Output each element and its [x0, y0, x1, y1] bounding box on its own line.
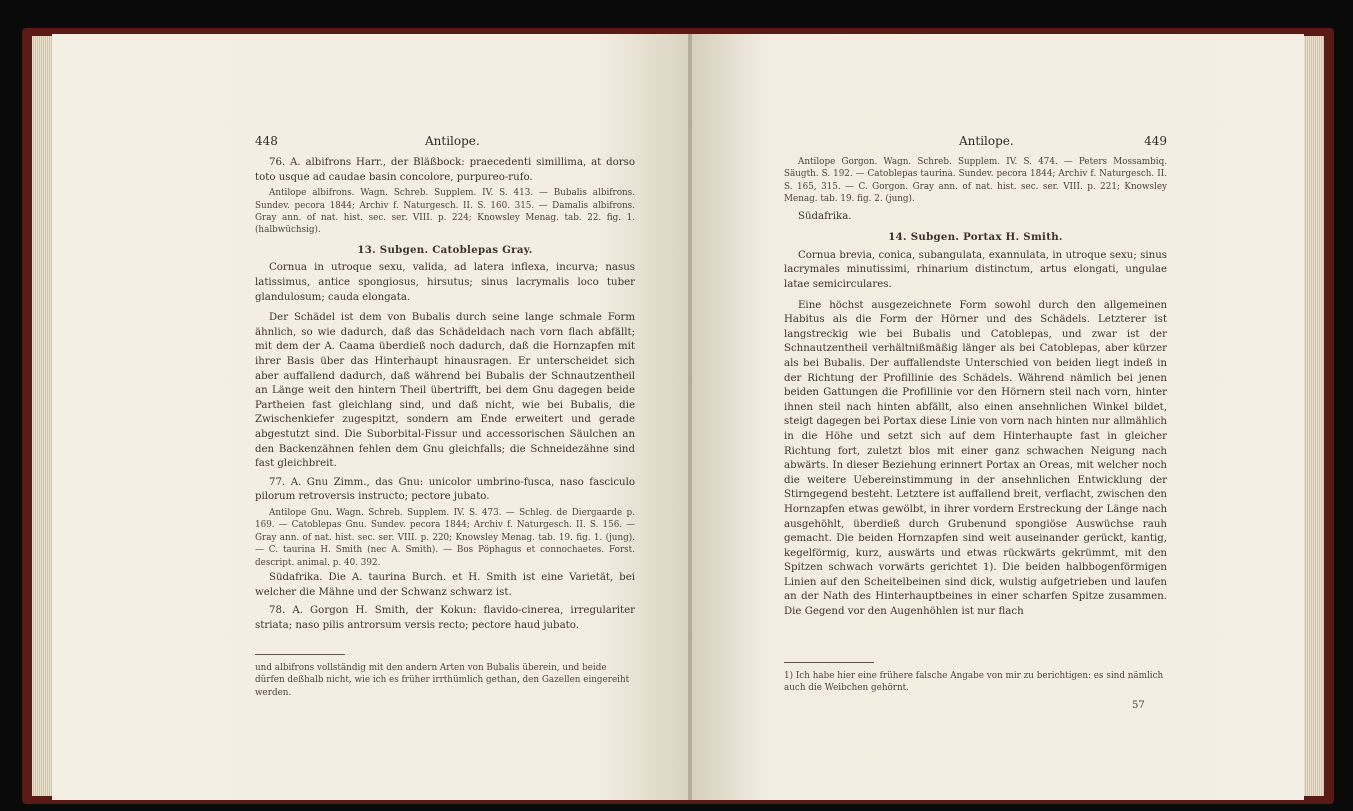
footnote-rule: [784, 662, 874, 663]
body-paragraph: Eine höchst ausgezeichnete Form sowohl durch den allgemeinen Habitus als die Form der Hörner und des Schädels. Letzterer ist langstreckig wie bei Bubalis und Catoblepas, und zwar ist der Schnautzentheil verhältnißmäßig länger als bei Catoblepas, aber kürzer als bei Bubalis. Der auffallendste Unterschied von beiden liegt indeß in der Richtung der Profillinie des Schädels. Während nämlich bei jenen beiden Gattungen die Profillinie vor den Hörnern steil nach vorn, hinter ihnen steil nach hinten abfällt, also einen ansehnlichen Winkel bildet, steigt dagegen bei Portax diese Linie von vorn nach hinten nur allmählich in die Höhe und setzt sich auf dem Hinterhaupte fast in gleicher Richtung fort, zuletzt blos mit einer ganz schwachen Neigung nach abwärts. In dieser Beziehung erinnert Portax an Oreas, mit welcher noch die weitere Uebereinstimmung in der ansehnlichen Entwicklung der Stirngegend besteht. Letztere ist auffallend breit, verflacht, zwischen den Hornzapfen etwas gewölbt, in ihrer vordern Erstreckung der Länge nach ausgehöhlt, überdieß durch Grubenund spongiöse Auswüchse rauh gemacht. Die beiden Hornzapfen sind weit auseinander gerückt, kantig, kegelförmig, kurz, auswärts und etwas rückwärts gekrümmt, mit den Spitzen schwach vorwärts gerichtet 1). Die beiden halbbogenförmigen Linien auf den Scheitelbeinen sind dick, wulstig aufgetrieben und laufen an der Nath des Hinterhauptbeines in einer scharfen Spitze zusammen. Die Gegend vor den Augenhöhlen ist nur flach: [784, 299, 1167, 618]
page-edges-right: [1302, 36, 1324, 796]
species-77-distribution: Südafrika. Die A. taurina Burch. et H. Smith ist eine Varietät, bei welcher die Mähne und der Schwanz schwarz ist.: [255, 571, 635, 598]
subgenus-13-heading: 13. Subgen. Catoblepas Gray.: [357, 243, 533, 256]
footnote: und albifrons vollständig mit den andern Arten von Bubalis überein, und beide dürfen deßhalb nicht, wie ich es früher irrthümlich gethan, den Gazellen eingereiht werden.: [255, 663, 630, 698]
right-text-column: [784, 156, 1167, 620]
right-page: [692, 34, 1304, 800]
footnote: 1) Ich habe hier eine frühere falsche Angabe von mir zu berichtigen: es sind nämlich auch die Weibchen gehörnt.: [784, 671, 1164, 694]
subgenus-14-diagnosis: Cornua brevia, conica, subangulata, exannulata, in utroque sexu; sinus lacrymales minutissimi, rhinarium distinctum, artus elongati, ungulae latae semicirculares.: [784, 249, 1167, 290]
running-head: Antilope.: [425, 134, 480, 148]
page-edges-left: [32, 36, 54, 796]
running-head: Antilope.: [959, 134, 1014, 148]
page-number: 449: [1144, 134, 1167, 148]
left-page: [52, 34, 692, 800]
species-77-synonymy: Antilope Gnu. Wagn. Schreb. Supplem. IV. S. 473. — Schleg. de Diergaarde p. 169. — Catoblepas Gnu. Sundev. pecora 1844; Archiv f. Naturgesch. II. S. 156. — Gray ann. of nat. hist. sec. ser. VIII. p. 220; Knowsley Menag. tab. 19. fig. 1. (jung). — C. taurina H. Smith (nec A. Smith). — Bos Pöphagus et connochaetes. Forst. descript. animal. p. 40. 392.: [255, 507, 635, 568]
subgenus-14-heading: 14. Subgen. Portax H. Smith.: [888, 231, 1063, 244]
open-book: [22, 28, 1334, 804]
signature-mark: 57: [1132, 700, 1145, 711]
species-78-synonymy: Antilope Gorgon. Wagn. Schreb. Supplem. IV. S. 474. — Peters Mossambiq. Säugth. S. 192. — Catoblepas taurina. Sundev. pecora 1844; Archiv f. Naturgesch. II. S. 165, 315. — C. Gorgon. Gray ann. of nat. hist. sec. ser. VIII. p. 221; Knowsley Menag. tab. 19. fig. 2. (jung).: [784, 157, 1167, 205]
species-76-heading: 76. A. albifrons Harr., der Bläßbock: praecedenti simillima, at dorso toto usque ad caudae basin concolore, purpureo-rufo.: [255, 157, 635, 183]
species-78-distribution: Südafrika.: [798, 210, 852, 222]
left-text-column: [255, 156, 635, 633]
species-78-heading: 78. A. Gorgon H. Smith, der Kokun: flavido-cinerea, irregulariter striata; naso pilis antrorsum versis recto; pectore haud jubato.: [255, 605, 635, 631]
species-76-synonymy: Antilope albifrons. Wagn. Schreb. Supplem. IV. S. 413. — Bubalis albifrons. Sundev. pecora 1844; Archiv f. Naturgesch. II. S. 160. 315. — Damalis albifrons. Gray ann. of nat. hist. sec. ser. VIII. p. 224; Knowsley Menag. tab. 22. fig. 1. (halbwüchsig).: [255, 188, 635, 236]
footnote-rule: [255, 654, 345, 655]
body-paragraph: Der Schädel ist dem von Bubalis durch seine lange schmale Form ähnlich, so wie dadurch, daß das Schädeldach nach vorn flach abfällt; mit dem der A. Caama überdieß noch dadurch, daß die Hornzapfen mit ihrer Basis über das Hinterhaupt hinausragen. Er unterscheidet sich aber auffallend dadurch, daß während bei Bubalis der Schnautzentheil an Länge weit den hintern Theil übertrifft, bei dem Gnu dagegen beide Partheien fast gleichlang sind, und daß nicht, wie bei Bubalis, die Zwischenkiefer zugespitzt, sondern am Ende erweitert und gerade abgestutzt sind. Die Suborbital-Fissur und accessorischen Säulchen an den Backenzähnen fehlen dem Gnu gleichfalls; die Schneidezähne sind fast gleichbreit.: [255, 312, 635, 470]
subgenus-13-diagnosis: Cornua in utroque sexu, valida, ad latera inflexa, incurva; nasus latissimus, antice spongiosus, hirsutus; sinus lacrymalis loco tuber glandulosum; cauda elongata.: [255, 262, 635, 303]
page-number: 448: [255, 134, 278, 148]
species-77-heading: 77. A. Gnu Zimm., das Gnu: unicolor umbrino-fusca, naso fasciculo pilorum retroversis instructo; pectore jubato.: [255, 476, 635, 503]
